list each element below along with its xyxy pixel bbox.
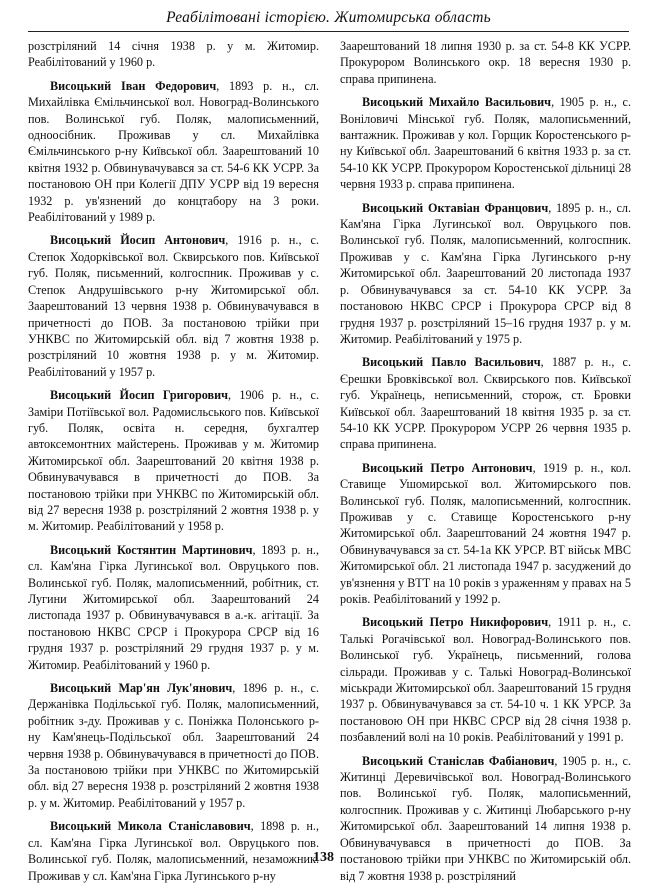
entry-name: Висоцький Петро Никифорович xyxy=(362,615,549,630)
entry xyxy=(28,542,319,673)
entry-text: , 1887 р. н., с. Єрешки Бровківської вол. Сквирського пов. Київської губ. Українець, неписьменний, сторож, ст. Бровки Київської обл. Заарештований 18 квітня 1935 р. за ст. 54-10 КК УСРР. Прокурором УСРР 26 червня 1935 р. справа припинена. xyxy=(340,355,631,452)
entry-text: , 1919 р. н., кол. Ставище Ушомирської вол. Житомирського пов. Волинської губ. Поляк, малописьменний, колгоспник. Проживав у с. Ставище Коростенського р-ну Житомирської обл. Заарештований 24 жовтня 1947 р. Обвинувачувався за ст. 54-1а КК УРСР. ВТ військ МВС Житомирської обл. 21 листопада 1947 р. засуджений до ув'язнення у ВТТ на 10 років з ураженням у правах на 5 років. Реабілітований у 1992 р. xyxy=(340,460,631,606)
entry-name: Висоцький Микола Станіславович xyxy=(50,819,251,834)
entry-name: Висоцький Костянтин Мартинович xyxy=(50,542,253,557)
entry-text: , 1895 р. н., сл. Кам'яна Гірка Лугинської вол. Овруцького пов. Волинської губ. Поляк, малописьменний, колгоспник. Проживав у с. Кам'яна Гірка Лугинського р-ну Житомирської обл. Заарештований 20 листопада 1937 р. Обвинувачувався за ст. 54-10 КК УСРР. За постановою НКВС СРСР і Прокурора СРСР від 8 грудня 1937 р. розстріляний 15–16 грудня 1937 р. у м. Житомир. Реабілітований у 1975 р. xyxy=(340,200,632,346)
entry-text: , 1905 р. н., с. Житинці Деревичівської вол. Новоград-Волинського пов. Волинської губ. Поляк, малописьменний, колгоспник. Проживав у с. Житинці Любарського р-ну Житомирської обл. Заарештований 14 липня 1938 р. Обвинувачувався в причетності до ПОВ. За постановою трійки при УНКВС по Житомирській обл. від 7 жовтня 1938 р. розстріляний xyxy=(340,753,631,883)
entry xyxy=(340,94,631,192)
entry-name: Висоцький Петро Антонович xyxy=(362,460,533,475)
entry xyxy=(28,680,319,811)
entry-name: Висоцький Йосип Григорович xyxy=(50,388,229,403)
entry-name: Висоцький Михайло Васильович xyxy=(362,95,552,110)
running-header-title: Реабілітовані історією. Житомирська область xyxy=(166,9,491,26)
entry xyxy=(28,78,319,226)
left-column xyxy=(28,38,320,883)
entry-name: Висоцький Октавіан Францович xyxy=(362,200,549,215)
entry xyxy=(340,354,631,452)
entry xyxy=(28,387,319,535)
entry-text: , 1898 р. н., сл. Кам'яна Гірка Лугинської вол. Овруцького пов. Волинської губ. Поляк, малописьменний, незаможник. Проживав у сл. Кам'яна Гірка Лугинського р-ну xyxy=(28,819,319,883)
right-column xyxy=(340,38,632,883)
entry-text: розстріляний 14 січня 1938 р. у м. Житомир. Реабілітований у 1960 р. xyxy=(28,39,319,70)
entry xyxy=(340,200,631,348)
entry-name: Висоцький Станіслав Фабіанович xyxy=(362,753,555,768)
entry-text: , 1896 р. н., с. Держанівка Подільської губ. Поляк, малописьменний, робітник з-ду. Проживав у с. Поніжка Полонського р-ну Кам'янець-Подільської обл. Заарештований 24 червня 1938 р. Обвинувачувався в причетності до ПОВ. За постановою трійки при УНКВС по Житомирській обл. від 27 вересня 1938 р. розстріляний 2 жовтня 1938 р. у м. Житомир. Реабілітований у 1957 р. xyxy=(28,681,319,810)
entry-text: , 1906 р. н., с. Заміри Потіївської вол. Радомисльського пов. Київської губ. Поляк, освіта н. середня, бухгалтер автоксемонтних майстерень. Проживав у м. Житомир Житомирської обл. Заарештований 20 квітня 1938 р. Обвинувачувався в причетності до ПОВ. За постановою трійки при УНКВС по Житомирській обл. від 27 вересня 1938 р. розстріляний 2 жовтня 1938 р. у м. Житомир. Реабілітований у 1958 р. xyxy=(28,388,320,534)
entry-name: Висоцький Іван Федорович xyxy=(50,78,217,93)
entry-name: Висоцький Павло Васильович xyxy=(362,355,541,370)
entry-text: , 1911 р. н., с. Талькі Рогачівської вол. Новоград-Волинського пов. Волинської губ. Українець, письменний, голова сільради. Проживав у с. Талькі Новоград-Волинської міськради Житомирської обл. Заарештований 15 грудня 1937 р. Обвинувачувався за ст. 54-10 ч. 1 КК УРСР. За постановою ОН при НКВС СРСР від 28 січня 1938 р. позбавлений волі на 10 років. Реабілітований у 1991 р. xyxy=(340,615,631,745)
entry-continuation xyxy=(28,38,319,71)
entry-text: Заарештований 18 липня 1930 р. за ст. 54-8 КК УСРР. Прокурором Волинського окр. 18 вересня 1930 р. справа припинена. xyxy=(340,39,631,86)
entry-name: Висоцький Йосип Антонович xyxy=(50,233,226,248)
page-number xyxy=(0,850,647,866)
entry-continuation xyxy=(340,38,631,87)
entry-text: , 1916 р. н., с. Степок Ходорківської вол. Сквирського пов. Київської губ. Поляк, письменний, колгоспник. Проживав у с. Степок Андрушівського р-ну Житомирської обл. Заарештований 13 червня 1938 р. Обвинувачувався в причетності до ПОВ. За постановою трійки при УНКВС по Житомирській обл. від 7 жовтня 1938 р. розстріляний 10 жовтня 1938 р. у м. Житомир. Реабілітований у 1957 р. xyxy=(28,233,320,379)
entry-text: , 1893 р. н., сл. Михайлівка Ємільчинської вол. Новоград-Волинського пов. Волинської губ. Поляк, малописьменний, одноосібник. Проживав у сл. Михайлівка Ємільчинського р-ну Київської обл. Заарештований 10 квітня 1932 р. Обвинувачувався за ст. 54-6 КК УСРР. За постановою ОН при Колегії ДПУ УСРР від 19 вересня 1932 р. ув'язнений до концтабору на 3 роки. Реабілітований у 1989 р. xyxy=(28,78,320,225)
entry-text: , 1905 р. н., с. Воніловичі Мінської губ. Поляк, малописьменний, вантажник. Проживав у кол. Горщик Коростенського р-ну Київської обл. Заарештований 6 квітня 1933 р. за ст. 54-10 КК УСРР. Прокурором Коростенської дільниці 28 червня 1933 р. справа припинена. xyxy=(340,95,631,192)
entry xyxy=(340,614,631,745)
entry-text: , 1893 р. н., сл. Кам'яна Гірка Лугинської вол. Овруцького пов. Волинської губ. Поляк, малописьменний, робітник, ст. Лугини Житомирської обл. Заарештований 24 листопада 1937 р. Обвинувачувався в а.-к. агітації. За постановою НКВС СРСР і Прокурора СРСР від 16 грудня 1937 р. розстріляний 29 грудня 1937 р. у м. Житомир. Реабілітований у 1960 р. xyxy=(28,542,319,672)
page-number-value: 138 xyxy=(313,850,334,865)
entry xyxy=(28,232,319,380)
entry xyxy=(340,460,631,608)
entry-name: Висоцький Мар'ян Лук'янович xyxy=(50,681,233,696)
running-header xyxy=(28,4,629,32)
